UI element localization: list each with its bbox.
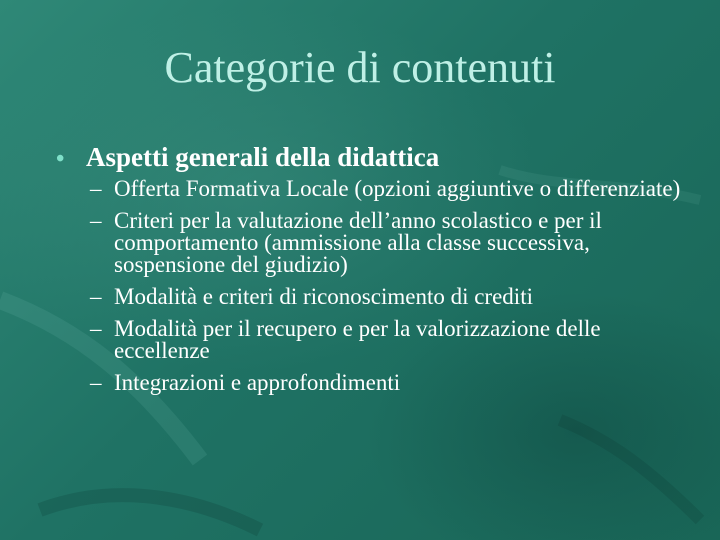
- sub-bullet-text: Offerta Formativa Locale (opzioni aggiuntive o differenziate): [114, 176, 681, 201]
- dash-marker: –: [90, 284, 102, 309]
- dash-marker: –: [90, 176, 102, 201]
- sub-bullet-item: [90, 210, 700, 276]
- dash-marker: –: [90, 208, 102, 233]
- sub-bullet-list: [90, 178, 700, 404]
- sub-bullet-item: [90, 372, 700, 394]
- sub-bullet-item: [90, 286, 700, 308]
- sub-bullet-text: Modalità e criteri di riconoscimento di crediti: [114, 284, 533, 309]
- dash-marker: –: [90, 316, 102, 341]
- dash-marker: –: [90, 370, 102, 395]
- sub-bullet-item: [90, 318, 700, 362]
- sub-bullet-item: [90, 178, 700, 200]
- sub-bullet-text: Modalità per il recupero e per la valorizzazione delle eccellenze: [114, 316, 601, 363]
- sub-bullet-text: Integrazioni e approfondimenti: [114, 370, 401, 395]
- bullet-marker: •: [56, 146, 65, 172]
- main-bullet-text: Aspetti generali della didattica: [86, 142, 440, 172]
- sub-bullet-text: Criteri per la valutazione dell’anno scolastico e per il comportamento (ammissione alla classe successiva, sospensione del giudizio): [114, 208, 602, 277]
- main-bullet: [56, 140, 696, 176]
- slide-title: Categorie di contenuti: [164, 43, 556, 92]
